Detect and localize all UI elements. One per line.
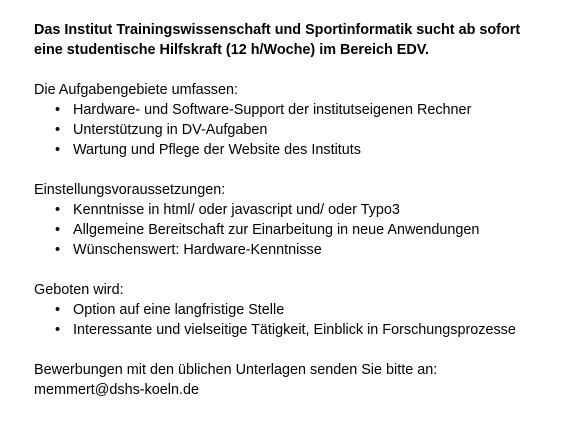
section-title-requirements: Einstellungsvoraussetzungen:	[34, 182, 226, 198]
bullet-icon: •	[55, 142, 61, 158]
bullet-icon: •	[55, 302, 61, 318]
closing-text: Bewerbungen mit den üblichen Unterlagen senden Sie bitte an:	[34, 362, 438, 378]
list-item	[55, 100, 552, 120]
list-item-text: Hardware- und Software-Support der institutseigenen Rechner	[73, 102, 472, 118]
list-item	[55, 300, 552, 320]
list-item-text: Unterstützung in DV-Aufgaben	[73, 122, 268, 138]
section-title-offer: Geboten wird:	[34, 282, 124, 298]
offer-list	[34, 300, 552, 340]
requirements-list	[34, 200, 552, 260]
list-item-text: Option auf eine langfristige Stelle	[73, 302, 285, 318]
bullet-icon: •	[55, 122, 61, 138]
list-item	[55, 220, 552, 240]
section-requirements	[34, 180, 552, 260]
closing-block	[34, 360, 552, 400]
contact-email: memmert@dshs-koeln.de	[34, 382, 199, 398]
bullet-icon: •	[55, 202, 61, 218]
bullet-icon: •	[55, 322, 61, 338]
section-title-tasks: Die Aufgabengebiete umfassen:	[34, 82, 239, 98]
list-item	[55, 320, 552, 340]
bullet-icon: •	[55, 242, 61, 258]
list-item	[55, 200, 552, 220]
list-item	[55, 240, 552, 260]
bullet-icon: •	[55, 102, 61, 118]
list-item-text: Allgemeine Bereitschaft zur Einarbeitung in neue Anwendungen	[73, 222, 480, 238]
list-item-text: Interessante und vielseitige Tätigkeit, Einblick in Forschungsprozesse	[73, 322, 516, 338]
posting-headline: Das Institut Trainingswissenschaft und Sportinformatik sucht ab sofort eine studentische Hilfskraft (12 h/Woche) im Bereich EDV.	[34, 22, 521, 58]
list-item-text: Kenntnisse in html/ oder javascript und/ oder Typo3	[73, 202, 400, 218]
list-item	[55, 120, 552, 140]
list-item	[55, 140, 552, 160]
bullet-icon: •	[55, 222, 61, 238]
list-item-text: Wünschenswert: Hardware-Kenntnisse	[73, 242, 322, 258]
list-item-text: Wartung und Pflege der Website des Instituts	[73, 142, 361, 158]
section-offer	[34, 280, 552, 340]
task-list	[34, 100, 552, 160]
section-tasks	[34, 80, 552, 160]
